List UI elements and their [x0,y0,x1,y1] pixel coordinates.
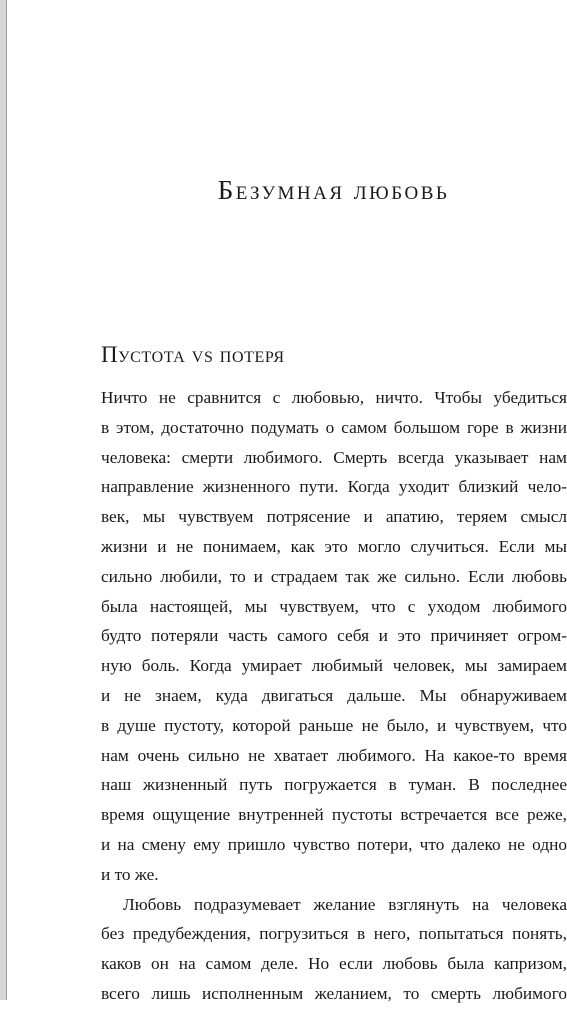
text-line: всего лишь исполненным желанием, то смерть любимого [101,983,567,1003]
text-line: и то же. [101,864,159,884]
text-line: в этом, достаточно подумать о самом большом горе в жизни [101,417,567,437]
text-line: век, мы чувствуем потрясение и апатию, теряем смысл [101,507,567,527]
text-line: в душе пустоту, которой раньше не было, и чувствуем, что [101,715,567,735]
text-line: будто потеряли часть самого себя и это причиняет огром- [101,626,567,646]
page-spine-line [6,0,7,1000]
text-line: и на смену ему пришло чувство потери, что далеко не одно [101,834,567,854]
text-line: человека: смерти любимого. Смерть всегда указывает нам [101,447,567,467]
paragraph-1 [101,383,567,890]
paragraph-2 [101,890,567,1009]
text-line: каков он на самом деле. Но если любовь была капризом, [101,954,567,974]
body-text [101,383,567,1009]
text-line: время ощущение внутренней пустоты встречается все реже, [101,805,567,825]
chapter-title: Безумная любовь [217,175,450,205]
text-line: наш жизненный путь погружается в туман. В последнее [101,775,567,795]
text-line: была настоящей, мы чувствуем, что с уходом любимого [101,596,567,616]
text-line: Любовь подразумевает желание взглянуть на человека [123,894,567,914]
text-line: без предубеждения, погрузиться в него, попытаться понять, [101,924,567,944]
text-line: нам очень сильно не хватает любимого. На какое-то время [101,745,567,765]
text-line: сильно любили, то и страдаем так же сильно. Если любовь [101,566,567,586]
text-line: Ничто не сравнится с любовью, ничто. Чтобы убедиться [101,388,567,407]
text-line: ную боль. Когда умирает любимый человек, мы замираем [101,656,567,676]
text-line: и не знаем, куда двигаться дальше. Мы обнаруживаем [101,685,567,705]
text-line: направление жизненного пути. Когда уходит близкий чело- [101,477,567,497]
section-title: Пустота vs потеря [101,342,285,367]
text-line: жизни и не понимаем, как это могло случиться. Если мы [101,536,567,556]
